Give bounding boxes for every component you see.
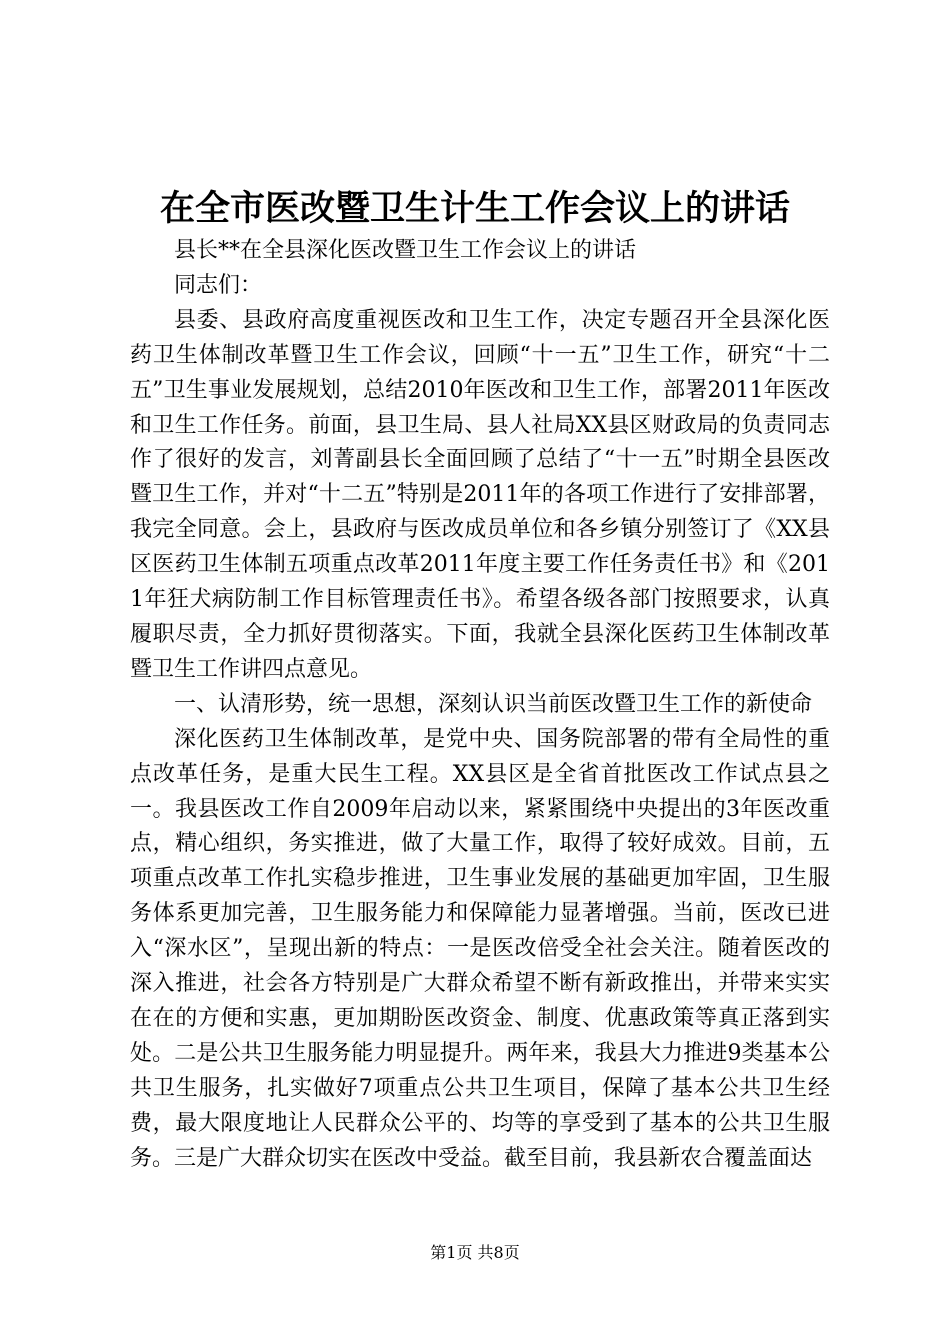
speech-subtitle: 县长**在全县深化医改暨卫生工作会议上的讲话: [174, 238, 637, 263]
document-title: 在全市医改暨卫生计生工作会议上的讲话: [159, 188, 790, 229]
document-body: [130, 234, 830, 1176]
section-heading: 一、认清形势，统一思想，深刻认识当前医改暨卫生工作的新使命: [174, 691, 813, 717]
salutation: 同志们：: [174, 272, 263, 298]
body-paragraph: 深化医药卫生体制改革，是党中央、国务院部署的带有全局性的重点改革任务，是重大民生工程。XX县区是全省首批医改工作试点县之一。我县医改工作自2009年启动以来，紧紧围绕中央提出的3年医改重点，精心组织，务实推进，做了大量工作，取得了较好成效。目前，五项重点改革工作扎实稳步推进，卫生事业发展的基础更加牢固，卫生服务体系更加完善，卫生服务能力和保障能力显著增强。当前，医改已进入“深水区”，呈现出新的特点：一是医改倍受全社会关注。随着医改的深入推进，社会各方特别是广大群众希望不断有新政推出，并带来实实在在的方便和实惠，更加期盼医改资金、制度、优惠政策等真正落到实处。二是公共卫生服务能力明显提升。两年来，我县大力推进9类基本公共卫生服务，扎实做好7项重点公共卫生项目，保障了基本公共卫生经费，最大限度地让人民群众公平的、均等的享受到了基本的公共卫生服务。三是广大群众切实在医改中受益。截至目前，我县新农合覆盖面达: [130, 726, 830, 1171]
page-number: 第1页 共8页: [430, 1243, 520, 1262]
body-paragraph: 县委、县政府高度重视医改和卫生工作，决定专题召开全县深化医药卫生体制改革暨卫生工作会议，回顾“十一五”卫生工作，研究“十二五”卫生事业发展规划，总结2010年医改和卫生工作，部署2011年医改和卫生工作任务。前面，县卫生局、县人社局XX县区财政局的负责同志作了很好的发言，刘菁副县长全面回顾了总结了“十一五”时期全县医改暨卫生工作，并对“十二五”特别是2011年的各项工作进行了安排部署，我完全同意。会上，县政府与医改成员单位和各乡镇分别签订了《XX县区医药卫生体制五项重点改革2011年度主要工作任务责任书》和《2011年狂犬病防制工作目标管理责任书》。希望各级各部门按照要求，认真履职尽责，全力抓好贯彻落实。下面，我就全县深化医药卫生体制改革暨卫生工作讲四点意见。: [130, 307, 830, 682]
